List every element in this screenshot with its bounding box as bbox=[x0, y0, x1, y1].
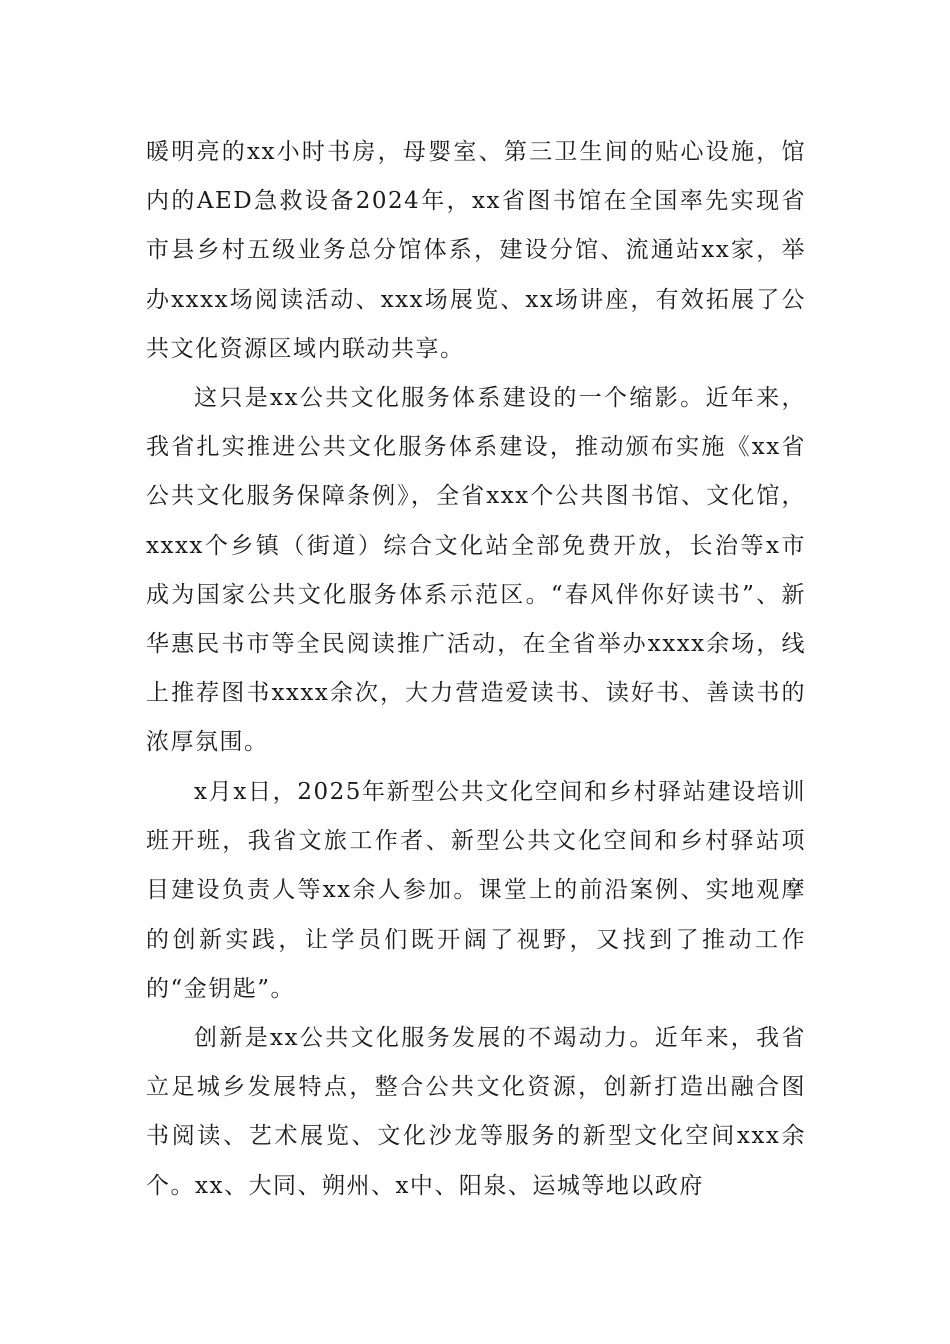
paragraph-2: 这只是xx公共文化服务体系建设的一个缩影。近年来，我省扎实推进公共文化服务体系建设，推动颁布实施《xx省公共文化服务保障条例》，全省xxx个公共图书馆、文化馆，xxxx个乡镇（街道）综合文化站全部免费开放，长治等x市成为国家公共文化服务体系示范区。“春风伴你好读书”、新华惠民书市等全民阅读推广活动，在全省举办xxxx余场，线上推荐图书xxxx余次，大力营造爱读书、读好书、善读书的浓厚氛围。 bbox=[146, 385, 806, 756]
paragraph-1: 暖明亮的xx小时书房，母婴室、第三卫生间的贴心设施，馆内的AED急救设备2024年，xx省图书馆在全国率先实现省市县乡村五级业务总分馆体系，建设分馆、流通站xx家，举办xxxx场阅读活动、xxx场展览、xx场讲座，有效拓展了公共文化资源区域内联动共享。 bbox=[146, 139, 806, 362]
paragraph-3: x月x日，2025年新型公共文化空间和乡村驿站建设培训班开班，我省文旅工作者、新型公共文化空间和乡村驿站项目建设负责人等xx余人参加。课堂上的前沿案例、实地观摩的创新实践，让学员们既开阔了视野，又找到了推动工作的“金钥匙”。 bbox=[146, 779, 806, 1002]
paragraph-4: 创新是xx公共文化服务发展的不竭动力。近年来，我省立足城乡发展特点，整合公共文化资源，创新打造出融合图书阅读、艺术展览、文化沙龙等服务的新型文化空间xxx余个。xx、大同、朔州、x中、阳泉、运城等地以政府 bbox=[146, 1025, 806, 1199]
